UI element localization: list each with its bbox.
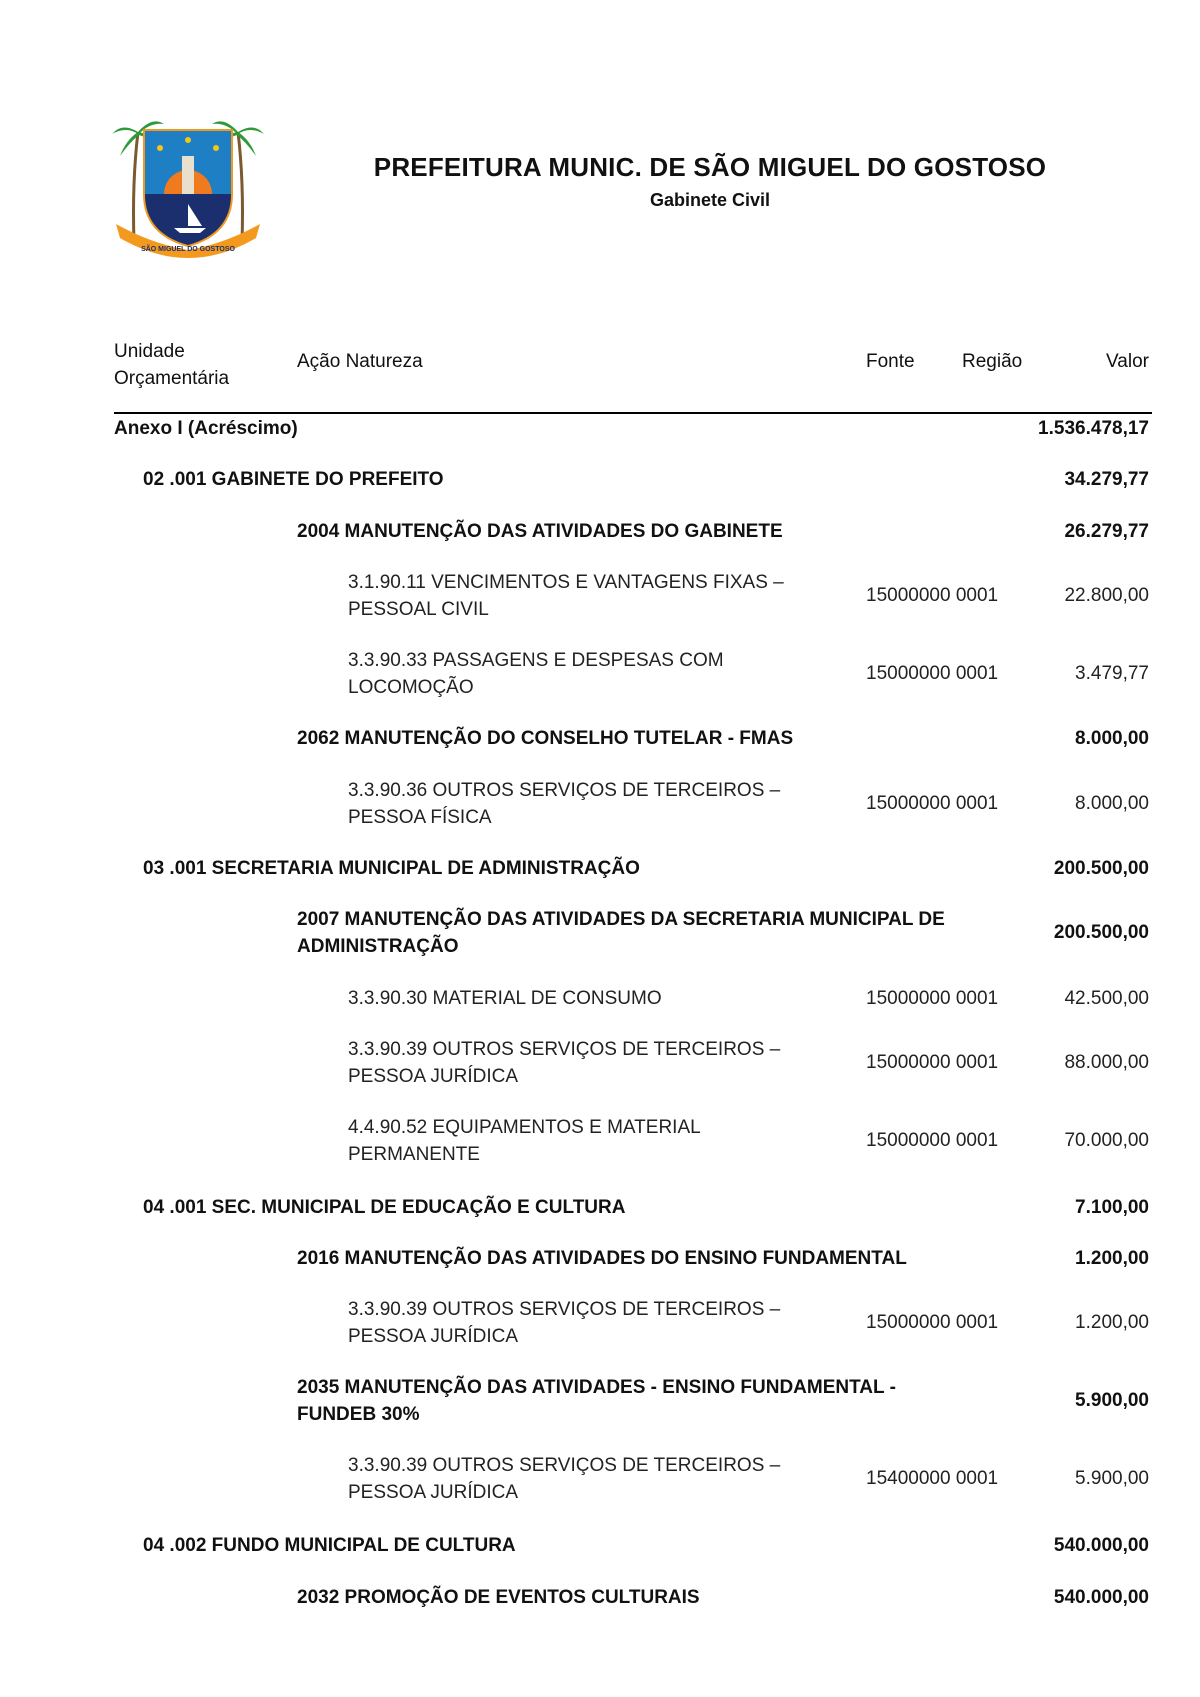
row-fonte: 15000000 0001 <box>866 1312 999 1333</box>
row-label-line1: 4.4.90.52 EQUIPAMENTOS E MATERIAL <box>348 1117 701 1138</box>
row-valor: 5.900,00 <box>1075 1468 1149 1489</box>
row-label-line2: PESSOA JURÍDICA <box>348 1326 518 1347</box>
row-label: 04 .001 SEC. MUNICIPAL DE EDUCAÇÃO E CULTURA <box>143 1197 626 1218</box>
row-valor: 540.000,00 <box>1053 1587 1149 1608</box>
column-header-fonte: Fonte <box>866 351 915 372</box>
row-label-line1: 3.1.90.11 VENCIMENTOS E VANTAGENS FIXAS – <box>348 572 784 593</box>
row-label-line1: 3.3.90.36 OUTROS SERVIÇOS DE TERCEIROS – <box>348 780 781 801</box>
row-label <box>348 569 838 623</box>
page-title: PREFEITURA MUNIC. DE SÃO MIGUEL DO GOSTOSO <box>373 152 1047 182</box>
row-label <box>348 1114 838 1168</box>
municipal-coat-of-arms-logo <box>112 112 264 258</box>
row-label-line1: 2007 MANUTENÇÃO DAS ATIVIDADES DA SECRETARIA MUNICIPAL DE <box>297 909 945 930</box>
row-label-line1: 3.3.90.33 PASSAGENS E DESPESAS COM <box>348 650 724 671</box>
row-label: 2032 PROMOÇÃO DE EVENTOS CULTURAIS <box>297 1587 700 1608</box>
row-label: 04 .002 FUNDO MUNICIPAL DE CULTURA <box>143 1535 516 1556</box>
row-valor: 540.000,00 <box>1053 1535 1149 1556</box>
row-label-line2: LOCOMOÇÃO <box>348 677 474 698</box>
row-label-line2: ADMINISTRAÇÃO <box>297 936 459 957</box>
row-valor: 1.200,00 <box>1075 1312 1149 1333</box>
row-label: 2016 MANUTENÇÃO DAS ATIVIDADES DO ENSINO FUNDAMENTAL <box>297 1248 907 1269</box>
row-label <box>348 1452 838 1506</box>
row-valor: 88.000,00 <box>1064 1052 1149 1073</box>
row-fonte: 15000000 0001 <box>866 1130 999 1151</box>
column-header-valor: Valor <box>1106 351 1149 372</box>
row-label-line2: PESSOAL CIVIL <box>348 599 489 620</box>
svg-text:SÃO MIGUEL DO GOSTOSO: SÃO MIGUEL DO GOSTOSO <box>141 246 235 253</box>
row-label <box>348 647 838 701</box>
row-label <box>348 1036 838 1090</box>
row-fonte: 15000000 0001 <box>866 663 999 684</box>
row-label: 03 .001 SECRETARIA MUNICIPAL DE ADMINISTRAÇÃO <box>143 858 640 879</box>
row-label: 2062 MANUTENÇÃO DO CONSELHO TUTELAR - FMAS <box>297 728 794 749</box>
column-header-acao: Ação Natureza <box>297 351 423 372</box>
row-label: 02 .001 GABINETE DO PREFEITO <box>143 469 444 490</box>
row-fonte: 15000000 0001 <box>866 793 999 814</box>
row-valor: 200.500,00 <box>1053 922 1149 943</box>
row-valor: 42.500,00 <box>1064 988 1149 1009</box>
row-valor: 8.000,00 <box>1075 728 1149 749</box>
column-header-regiao: Região <box>962 351 1023 372</box>
row-valor: 8.000,00 <box>1075 793 1149 814</box>
row-valor: 7.100,00 <box>1075 1197 1149 1218</box>
row-label-line2: PESSOA JURÍDICA <box>348 1482 518 1503</box>
row-fonte: 15000000 0001 <box>866 585 999 606</box>
row-fonte: 15400000 0001 <box>866 1468 999 1489</box>
row-label-line2: PESSOA FÍSICA <box>348 807 492 828</box>
row-label-line1: 3.3.90.39 OUTROS SERVIÇOS DE TERCEIROS – <box>348 1039 781 1060</box>
row-valor: 1.536.478,17 <box>1038 418 1149 439</box>
row-valor: 22.800,00 <box>1064 585 1149 606</box>
row-label <box>297 1374 1017 1428</box>
column-header-unidade-line1: Unidade <box>114 341 185 362</box>
row-fonte: 15000000 0001 <box>866 1052 999 1073</box>
row-label <box>348 777 838 831</box>
row-valor: 1.200,00 <box>1075 1248 1149 1269</box>
row-label-line2: FUNDEB 30% <box>297 1404 420 1425</box>
row-label-line2: PESSOA JURÍDICA <box>348 1066 518 1087</box>
row-label: Anexo I (Acréscimo) <box>114 418 298 439</box>
column-header-unidade <box>114 338 229 392</box>
column-header-unidade-line2: Orçamentária <box>114 368 230 389</box>
row-fonte: 15000000 0001 <box>866 988 999 1009</box>
row-label <box>348 1296 838 1350</box>
header-divider <box>114 412 1152 414</box>
row-valor: 3.479,77 <box>1075 663 1149 684</box>
row-valor: 70.000,00 <box>1064 1130 1149 1151</box>
row-valor: 200.500,00 <box>1053 858 1149 879</box>
page-subtitle: Gabinete Civil <box>649 190 771 210</box>
row-valor: 26.279,77 <box>1064 521 1149 542</box>
row-valor: 5.900,00 <box>1075 1390 1149 1411</box>
row-label-line1: 3.3.90.39 OUTROS SERVIÇOS DE TERCEIROS – <box>348 1299 781 1320</box>
row-label <box>297 906 1017 960</box>
row-label: 2004 MANUTENÇÃO DAS ATIVIDADES DO GABINETE <box>297 521 783 542</box>
row-label-line2: PERMANENTE <box>348 1144 480 1165</box>
row-label: 3.3.90.30 MATERIAL DE CONSUMO <box>348 988 662 1009</box>
row-label-line1: 2035 MANUTENÇÃO DAS ATIVIDADES - ENSINO FUNDAMENTAL - <box>297 1377 896 1398</box>
row-label-line1: 3.3.90.39 OUTROS SERVIÇOS DE TERCEIROS – <box>348 1455 781 1476</box>
row-valor: 34.279,77 <box>1064 469 1149 490</box>
